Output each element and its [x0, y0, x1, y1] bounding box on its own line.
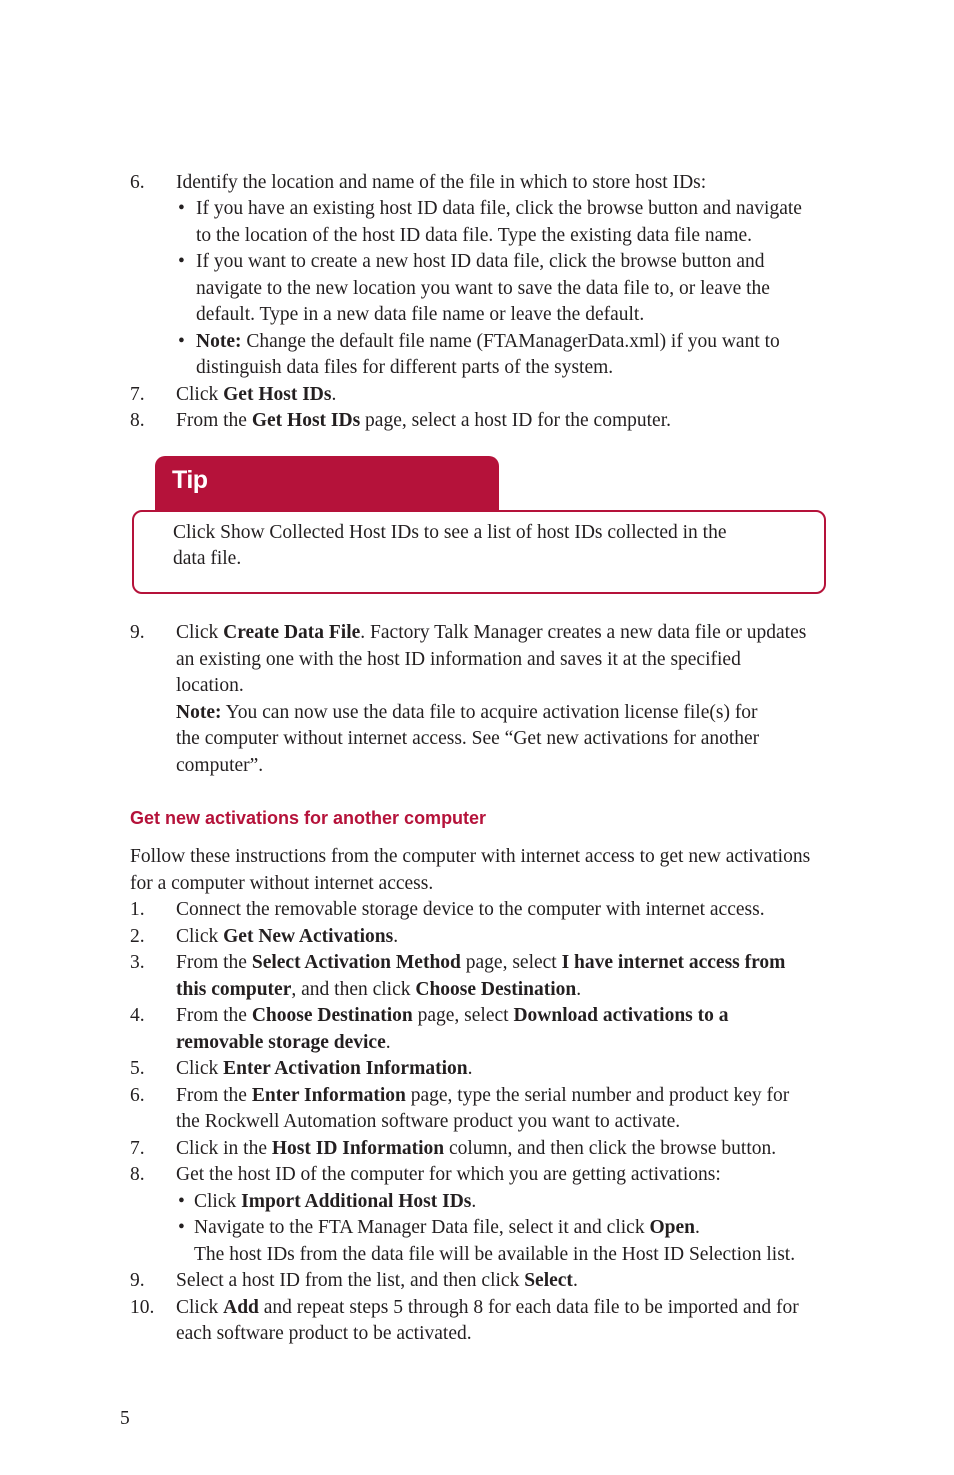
tip-text: Click Show Collected Host IDs to see a list of host IDs collected in the: [173, 522, 727, 543]
list-number: 6.: [130, 172, 145, 193]
step-text: the Rockwell Automation software product you want to activate.: [176, 1111, 681, 1132]
tip-header: [155, 456, 499, 510]
page-number: 5: [120, 1408, 130, 1429]
intro-text: for a computer without internet access.: [130, 873, 434, 894]
step-text: removable storage device.: [176, 1032, 391, 1053]
note-text: the computer without internet access. See “Get new activations for another: [176, 728, 760, 749]
step-text: Get the host ID of the computer for which you are getting activations:: [176, 1164, 721, 1185]
note-text: Note: Change the default file name (FTAManagerData.xml) if you want to: [196, 331, 780, 352]
list-number: 8.: [130, 410, 145, 431]
bullet-text: The host IDs from the data file will be available in the Host ID Selection list.: [194, 1244, 796, 1265]
step-text: Identify the location and name of the file in which to store host IDs:: [176, 172, 707, 193]
step-text: Click Create Data File. Factory Talk Manager creates a new data file or updates: [176, 622, 807, 643]
note-text: Note: You can now use the data file to acquire activation license file(s) for: [176, 702, 758, 723]
bullet-text: navigate to the new location you want to save the data file to, or leave the: [196, 278, 770, 299]
step-text: Click Enter Activation Information.: [176, 1058, 473, 1079]
bullet-icon: •: [178, 1191, 185, 1212]
step-text: Click Add and repeat steps 5 through 8 for each data file to be imported and for: [176, 1297, 799, 1318]
list-number: 7.: [130, 1138, 145, 1159]
bullet-icon: •: [178, 1217, 185, 1238]
step-text: From the Select Activation Method page, select I have internet access from: [176, 952, 786, 973]
list-number: 9.: [130, 622, 145, 643]
step-text: Connect the removable storage device to the computer with internet access.: [176, 899, 765, 920]
list-number: 8.: [130, 1164, 145, 1185]
step-text: Select a host ID from the list, and then click Select.: [176, 1270, 578, 1291]
intro-text: Follow these instructions from the computer with internet access to get new activations: [130, 846, 811, 867]
bullet-text: to the location of the host ID data file. Type the existing data file name.: [196, 225, 753, 246]
list-number: 9.: [130, 1270, 145, 1291]
step-text: Click Get Host IDs.: [176, 384, 337, 405]
list-number: 7.: [130, 384, 145, 405]
step-text: From the Choose Destination page, select Download activations to a: [176, 1005, 729, 1026]
list-number: 3.: [130, 952, 145, 973]
bullet-text: If you want to create a new host ID data file, click the browse button and: [196, 251, 765, 272]
step-text: this computer, and then click Choose Destination.: [176, 979, 582, 1000]
list-number: 6.: [130, 1085, 145, 1106]
list-number: 2.: [130, 926, 145, 947]
bullet-icon: •: [178, 251, 185, 272]
section-heading: Get new activations for another computer: [130, 808, 487, 828]
step-text: From the Enter Information page, type the serial number and product key for: [176, 1085, 790, 1106]
note-label: Note:: [196, 331, 242, 352]
note-label: Note:: [176, 702, 222, 723]
note-text: computer”.: [176, 755, 264, 776]
list-number: 4.: [130, 1005, 145, 1026]
list-number: 10.: [130, 1297, 155, 1318]
step-text: From the Get Host IDs page, select a host ID for the computer.: [176, 410, 671, 431]
step-text: Click Get New Activations.: [176, 926, 399, 947]
list-number: 5.: [130, 1058, 145, 1079]
bullet-text: Click Import Additional Host IDs.: [194, 1191, 477, 1212]
note-text: distinguish data files for different parts of the system.: [196, 357, 614, 378]
step-text: an existing one with the host ID information and saves it at the specified: [176, 649, 741, 670]
list-number: 1.: [130, 899, 145, 920]
step-text: each software product to be activated.: [176, 1323, 472, 1344]
bullet-text: default. Type in a new data file name or leave the default.: [196, 304, 645, 325]
bullet-icon: •: [178, 331, 185, 352]
tip-title: Tip: [172, 466, 208, 494]
bullet-text: If you have an existing host ID data file, click the browse button and navigate: [196, 198, 802, 219]
step-text: Click in the Host ID Information column, and then click the browse button.: [176, 1138, 777, 1159]
bullet-text: Navigate to the FTA Manager Data file, select it and click Open.: [194, 1217, 700, 1238]
bullet-icon: •: [178, 198, 185, 219]
step-text: location.: [176, 675, 244, 696]
tip-text: data file.: [173, 548, 242, 569]
